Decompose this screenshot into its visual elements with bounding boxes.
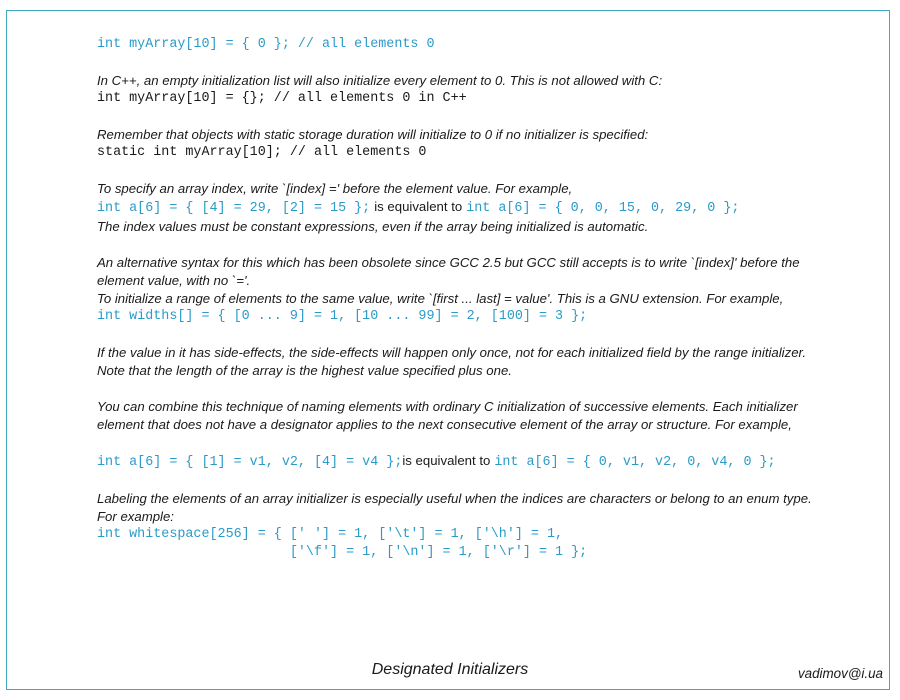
text-equivalent: is equivalent to <box>374 199 463 214</box>
text-static-storage: Remember that objects with static storage duration will initialize to 0 if no initializer is specified: <box>97 127 649 142</box>
author-email: vadimov@i.ua <box>797 666 883 681</box>
code-designated-a: int a[6] = { [4] = 29, [2] = 15 }; <box>97 201 371 216</box>
slide-title: Designated Initializers <box>371 661 529 678</box>
equivalence-line-1 <box>97 198 827 218</box>
text-array-index: To specify an array index, write `[index] =' before the element value. For example, <box>97 181 573 196</box>
code-expanded-b: int a[6] = { 0, v1, v2, 0, v4, 0 }; <box>494 455 776 470</box>
text-cpp-empty-init: In C++, an empty initialization list will also initialize every element to 0. This is not allowed with C: <box>97 73 663 88</box>
code-line-static: static int myArray[10]; // all elements 0 <box>97 145 427 160</box>
code-expanded-a: int a[6] = { 0, 0, 15, 0, 29, 0 }; <box>466 201 740 216</box>
code-line-zero-init: int myArray[10] = { 0 }; // all elements 0 <box>97 37 435 52</box>
code-line-cpp-empty-init: int myArray[10] = {}; // all elements 0 in C++ <box>97 91 467 106</box>
code-line-widths: int widths[] = { [0 ... 9] = 1, [10 ... 99] = 2, [100] = 3 }; <box>97 309 588 324</box>
text-labeling-elements: Labeling the elements of an array initializer is especially useful when the indices are characters or belong to an enum type. For example: <box>97 491 812 524</box>
text-array-length: Note that the length of the array is the highest value specified plus one. <box>97 363 512 378</box>
code-line-whitespace-2: ['\f'] = 1, ['\n'] = 1, ['\r'] = 1 }; <box>97 545 588 560</box>
text-combine-technique: You can combine this technique of naming elements with ordinary C initialization of successive elements. Each initializer element that does not have a designator applies to the next consecutive element of the array or structure. For example, <box>97 399 798 432</box>
text-equivalent-2: is equivalent to <box>402 453 491 468</box>
equivalence-line-2 <box>97 452 827 472</box>
text-obsolete-syntax: An alternative syntax for this which has been obsolete since GCC 2.5 but GCC still accepts is to write `[index]' before the element value, with no `='. <box>97 255 800 288</box>
code-line-whitespace-1: int whitespace[256] = { [' '] = 1, ['\t'] = 1, ['\h'] = 1, <box>97 527 564 542</box>
text-side-effects: If the value in it has side-effects, the side-effects will happen only once, not for each initialized field by the range initializer. <box>97 345 807 360</box>
slide-content <box>97 36 827 562</box>
text-range-init: To initialize a range of elements to the same value, write `[first ... last] = value'. This is a GNU extension. For example, <box>97 291 784 306</box>
text-constant-expressions: The index values must be constant expressions, even if the array being initialized is automatic. <box>97 219 649 234</box>
code-designated-b: int a[6] = { [1] = v1, v2, [4] = v4 }; <box>97 455 403 470</box>
